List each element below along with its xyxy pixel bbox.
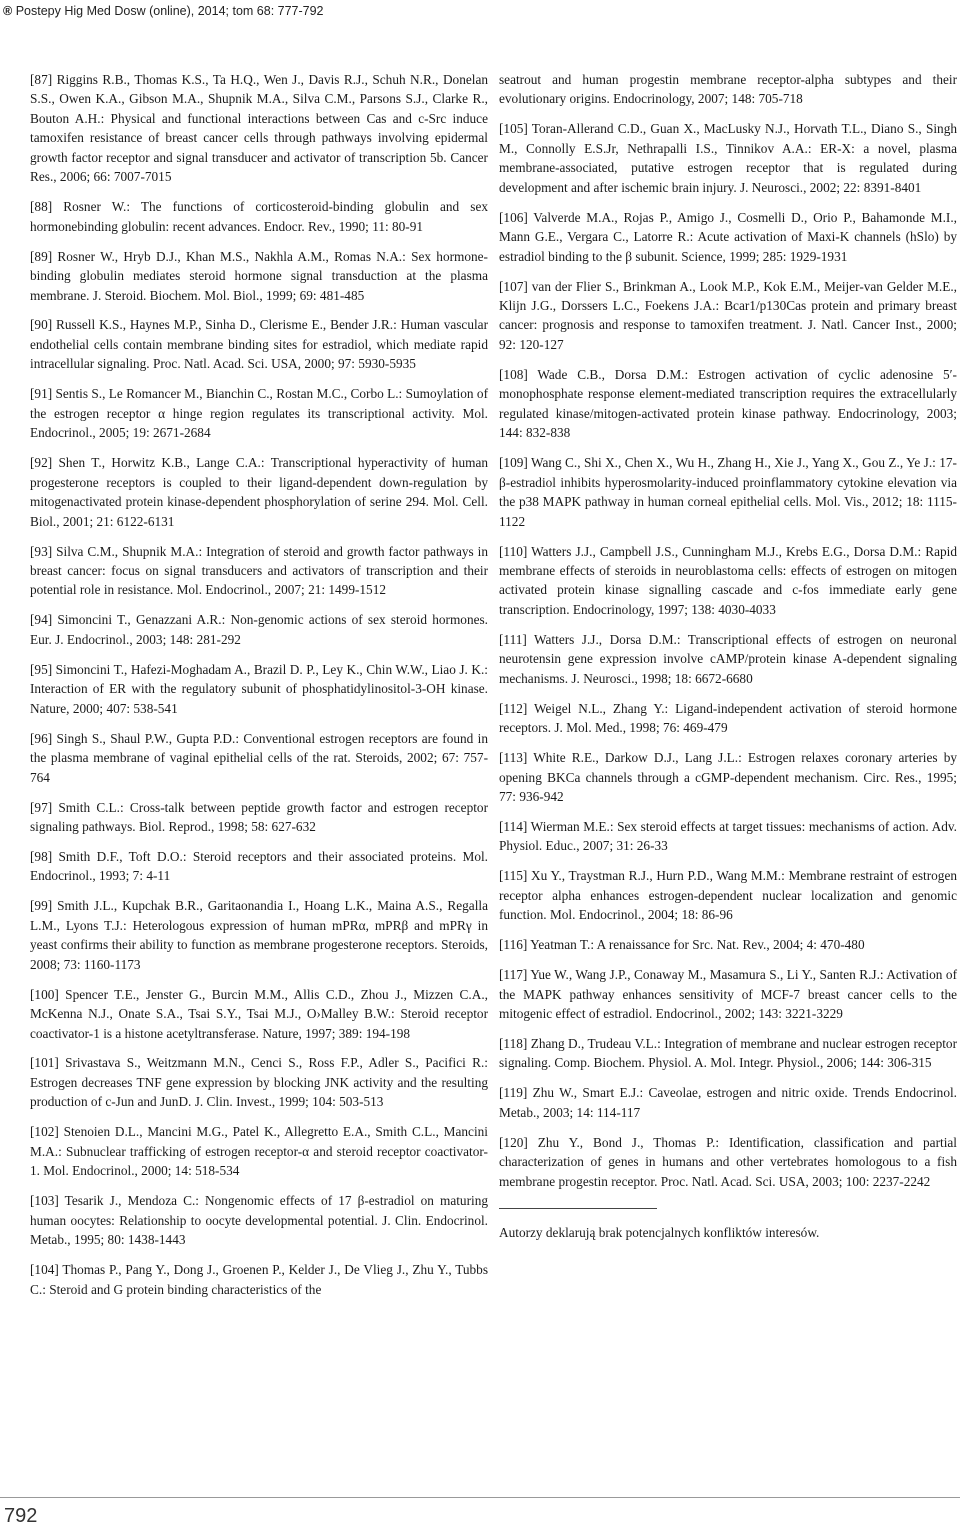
reference-102: [102] Stenoien D.L., Mancini M.G., Patel K., Allegretto E.A., Smith C.L., Mancini M.A.: Subnuclear trafficking of estrogen receptor-α and steroid receptor coactivator-1. Mol. Endocrinol., 2000; 14: 518-534 — [30, 1124, 488, 1179]
reference-107: [107] van der Flier S., Brinkman A., Look M.P., Kok E.M., Meijer-van Gelder M.E., Klijn J.G., Dorssers L.C., Foekens J.A.: Bcar1/p130Cas protein and primary breast cancer: prognosis and response to tamoxifen treatment. J. Natl. Cancer Inst., 2000; 92: 120-127 — [499, 278, 957, 352]
reference-114: [114] Wierman M.E.: Sex steroid effects at target tissues: mechanisms of action. Adv. Physiol. Educ., 2007; 31: 26-33 — [499, 818, 957, 854]
reference-103: [103] Tesarik J., Mendoza C.: Nongenomic effects of 17 β-estradiol on maturing human oocytes: Relationship to oocyte developmental potential. J. Clin. Endocrinol. Metab., 1995; 80: 1438-1443 — [30, 1193, 488, 1248]
reference-90: [90] Russell K.S., Haynes M.P., Sinha D., Clerisme E., Bender J.R.: Human vascular endothelial cells contain membrane binding sites for estradiol, which mediate rapid intracellular signaling. Proc. Natl. Acad. Sci. USA, 2000; 97: 5930-5935 — [30, 317, 488, 372]
references-right-column — [499, 70, 957, 1242]
footer-divider — [0, 1497, 960, 1498]
reference-93: [93] Silva C.M., Shupnik M.A.: Integration of steroid and growth factor pathways in breast cancer: focus on signal transducers and activators of transcription and their potential role in resistance. Mol. Endocrinol., 2007; 21: 1499-1512 — [30, 543, 488, 598]
journal-header — [0, 0, 960, 22]
reference-94: [94] Simoncini T., Genazzani A.R.: Non-genomic actions of sex steroid hormones. Eur. J. Endocrinol., 2003; 148: 281-292 — [30, 612, 488, 647]
reference-96: [96] Singh S., Shaul P.W., Gupta P.D.: Conventional estrogen receptors are found in the plasma membrane of vaginal epithelial cells of the rat. Steroids, 2002; 67: 757-764 — [30, 730, 488, 785]
reference-104-continued: seatrout and human progestin membrane receptor-alpha subtypes and their evolutionary origins. Endocrinology, 2007; 148: 705-718 — [499, 72, 957, 107]
footnote-rule — [499, 1208, 657, 1209]
reference-109: [109] Wang C., Shi X., Chen X., Wu H., Zhang H., Xie J., Yang X., Gou Z., Ye J.: 17-β-estradiol inhibits hyperosmolarity-induced proinflammatory cytokine elevation via the p38 MAPK pathway in human corneal epithelial cells. Mol. Vis., 2012; 18: 1115-1122 — [499, 455, 957, 529]
reference-118: [118] Zhang D., Trudeau V.L.: Integration of membrane and nuclear estrogen receptor signaling. Comp. Biochem. Physiol. A. Mol. Integr. Physiol., 2006; 144: 306-315 — [499, 1036, 957, 1071]
reference-89: [89] Rosner W., Hryb D.J., Khan M.S., Nakhla A.M., Romas N.A.: Sex hormone-binding globulin mediates steroid hormone signal transduction at the plasma membrane. J. Steroid. Biochem. Mol. Biol., 1999; 69: 481-485 — [30, 248, 488, 303]
page-number: 792 — [4, 1505, 38, 1527]
reference-106: [106] Valverde M.A., Rojas P., Amigo J., Cosmelli D., Orio P., Bahamonde M.I., Mann G.E., Vergara C., Latorre R.: Acute activation of Maxi-K channels (hSlo) by estradiol binding to the β subunit. Science, 1999; 285: 1929-1931 — [499, 209, 957, 264]
reference-101: [101] Srivastava S., Weitzmann M.N., Cenci S., Ross F.P., Adler S., Pacifici R.: Estrogen decreases TNF gene expression by blocking JNK activity and the resulting production of c-Jun and JunD. J. Clin. Invest., 1999; 104: 503-513 — [30, 1055, 488, 1110]
reference-98: [98] Smith D.F., Toft D.O.: Steroid receptors and their associated proteins. Mol. Endocrinol., 1993; 7: 4-11 — [30, 848, 488, 884]
reference-110: [110] Watters J.J., Campbell J.S., Cunningham M.J., Krebs E.G., Dorsa D.M.: Rapid membrane effects of steroids in neuroblastoma cells: effects of estrogen on mitogen activated protein kinase signalling cascade and c-fos immediate early gene transcription. Endocrinology, 1997; 138: 4030-4033 — [499, 543, 957, 617]
reference-113: [113] White R.E., Darkow D.J., Lang J.L.: Estrogen relaxes coronary arteries by opening BKCa channels through a cGMP-dependent mechanism. Circ. Res., 1995; 77: 936-942 — [499, 750, 957, 804]
reference-99: [99] Smith J.L., Kupchak B.R., Garitaonandia I., Hoang L.K., Maina A.S., Regalla L.M., Lyons T.J.: Heterologous expression of human mPRα, mPRβ and mPRγ in yeast confirms their ability to function as membrane progesterone receptors. Steroids, 2008; 73: 1160-1173 — [30, 898, 488, 972]
reference-97: [97] Smith C.L.: Cross-talk between peptide growth factor and estrogen receptor signaling pathways. Biol. Reprod., 1998; 58: 627-632 — [30, 799, 488, 834]
reference-100: [100] Spencer T.E., Jenster G., Burcin M.M., Allis C.D., Zhou J., Mizzen C.A., McKenna N.J., Onate S.A., Tsai S.Y., Tsai M.J., O›Malley B.W.: Steroid receptor coactivator-1 is a histone acetyltransferase. Nature, 1997; 389: 194-198 — [30, 986, 488, 1041]
reference-120: [120] Zhu Y., Bond J., Thomas P.: Identification, classification and partial characterization of genes in humans and other vertebrates homologous to a fish membrane progestin receptor. Proc. Natl. Acad. Sci. USA, 2003; 100: 2237-2242 — [499, 1134, 957, 1189]
reference-115: [115] Xu Y., Traystman R.J., Hurn P.D., Wang M.M.: Membrane restraint of estrogen receptor alpha enhances estrogen-dependent nuclear localization and genomic function. Mol. Endocrinol., 2004; 18: 86-96 — [499, 868, 957, 923]
reference-104: [104] Thomas P., Pang Y., Dong J., Groenen P., Kelder J., De Vlieg J., Zhu Y., Tubbs C.: Steroid and G protein binding characteristics of the — [30, 1262, 488, 1297]
reference-119: [119] Zhu W., Smart E.J.: Caveolae, estrogen and nitric oxide. Trends Endocrinol. Metab., 2003; 14: 114-117 — [499, 1085, 957, 1120]
references-left-column — [30, 70, 488, 1309]
reference-108: [108] Wade C.B., Dorsa D.M.: Estrogen activation of cyclic adenosine 5′- monophosphate response element-mediated transcription requires the extracellularly regulated kinase/mitogen-activated protein kinase pathway. Endocrinology, 2003; 144: 832-838 — [499, 366, 957, 441]
registered-mark-icon: ® — [3, 4, 13, 18]
reference-88: [88] Rosner W.: The functions of corticosteroid-binding globulin and sex hormonebinding globulin: recent advances. Endocr. Rev., 1990; 11: 80-91 — [30, 199, 488, 234]
reference-111: [111] Watters J.J., Dorsa D.M.: Transcriptional effects of estrogen on neuronal neurotensin gene expression involve cAMP/protein kinase A-dependent signaling mechanisms. J. Neurosci., 1998; 18: 6672-6680 — [499, 631, 957, 686]
reference-116: [116] Yeatman T.: A renaissance for Src. Nat. Rev., 2004; 4: 470-480 — [499, 937, 865, 953]
reference-105: [105] Toran-Allerand C.D., Guan X., MacLusky N.J., Horvath T.L., Diano S., Singh M., Connolly E.S.Jr, Nethrapalli I.S., Tinnikov A.A.: ER-X: a novel, plasma membrane-associated, putative estrogen receptor that is regulated during development and after ischemic brain injury. J. Neurosci., 2002; 22: 8391-8401 — [499, 121, 957, 195]
journal-citation: Postepy Hig Med Dosw (online), 2014; tom 68: 777-792 — [15, 4, 324, 18]
reference-112: [112] Weigel N.L., Zhang Y.: Ligand-independent activation of steroid hormone receptors. J. Mol. Med., 1998; 76: 469-479 — [499, 700, 957, 736]
footer-band — [0, 1498, 960, 1529]
conflict-of-interest-statement: Autorzy deklarują brak potencjalnych konfliktów interesów. — [499, 1225, 820, 1241]
reference-92: [92] Shen T., Horwitz K.B., Lange C.A.: Transcriptional hyperactivity of human progesterone receptors is coupled to their ligand-dependent down-regulation by mitogenactivated protein kinase-dependent phosphorylation of serine 294. Mol. Cell. Biol., 2001; 21: 6122-6131 — [30, 455, 488, 529]
reference-95: [95] Simoncini T., Hafezi-Moghadam A., Brazil D. P., Ley K., Chin W.W., Liao J. K.: Interaction of ER with the regulatory subunit of phosphatidylinositol-3-OH kinase. Nature, 2000; 407: 538-541 — [30, 661, 488, 716]
reference-91: [91] Sentis S., Le Romancer M., Bianchin C., Rostan M.C., Corbo L.: Sumoylation of the estrogen receptor α hinge region regulates its transcriptional activity. Mol. Endocrinol., 2005; 19: 2671-2684 — [30, 386, 488, 441]
reference-117: [117] Yue W., Wang J.P., Conaway M., Masamura S., Li Y., Santen R.J.: Activation of the MAPK pathway enhances sensitivity of MCF-7 breast cancer cells to the mitogenic effect of estradiol. Endocrinol., 2002; 143: 3221-3229 — [499, 967, 957, 1022]
reference-87: [87] Riggins R.B., Thomas K.S., Ta H.Q., Wen J., Davis R.J., Schuh N.R., Donelan S.S., Owen K.A., Gibson M.A., Shupnik M.A., Silva C.M., Parsons S.J., Clarke R., Bouton A.H.: Physical and functional interactions between Cas and c-Src induce tamoxifen resistance of breast cancer cells through pathways involving epidermal growth factor receptor and signal transducer and activator of transcription 5b. Cancer Res., 2006; 66: 7007-7015 — [30, 72, 488, 185]
